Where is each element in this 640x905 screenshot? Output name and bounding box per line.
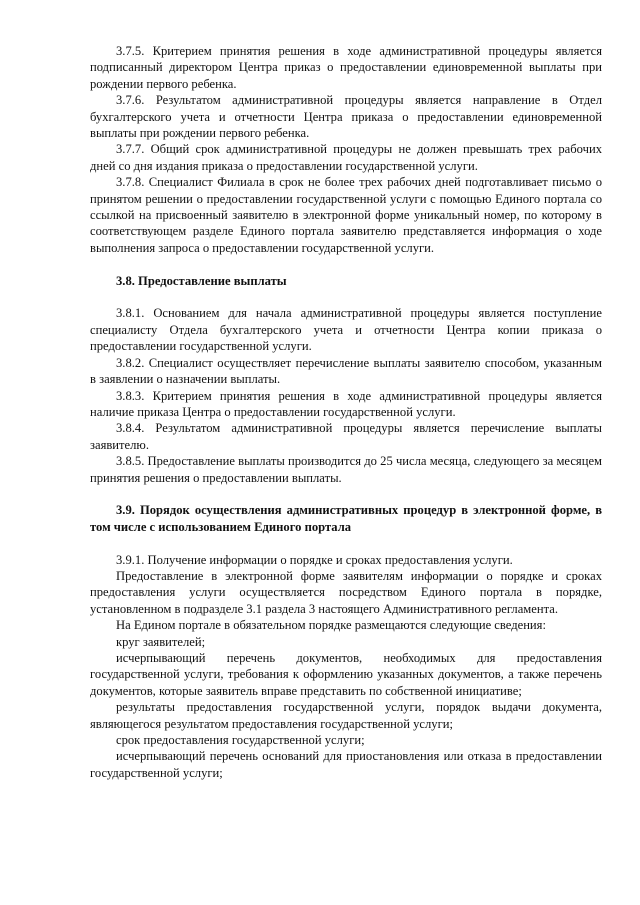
paragraph-3-8-5: 3.8.5. Предоставление выплаты производится до 25 числа месяца, следующего за месяцем принятия решения о предоставлении выплаты. [90,454,602,485]
paragraph-3-9-1-portal: На Едином портале в обязательном порядке размещаются следующие сведения: [116,618,546,633]
spacer [90,535,602,551]
list-item: исчерпывающий перечень документов, необходимых для предоставления государственной услуги, требования к оформлению указанных документов, а также перечень документов, которые заявитель вправе представить по собственной инициативе; [90,650,602,698]
section-heading-3-9: 3.9. Порядок осуществления административных процедур в электронной форме, в том числе с использованием Единого портала [90,503,602,534]
paragraph-3-9-1: 3.9.1. Получение информации о порядке и сроках предоставления услуги. [116,552,513,567]
paragraph-3-8-4: 3.8.4. Результатом административной процедуры является перечисление выплаты заявителю. [90,421,602,452]
paragraph-3-7-8: 3.7.8. Специалист Филиала в срок не более трех рабочих дней подготавливает письмо о принятом решении о предоставлении государственной услуги с помощью Единого портала со ссылкой на присвоенный заявителю в электронной форме уникальный номер, по которому в соответствующем разделе Единого портала заявителю представляется информация о ходе выполнения запроса о предоставлении государственной услуги. [90,175,602,255]
paragraph-3-8-2: 3.8.2. Специалист осуществляет перечисление выплаты заявителю способом, указанным в заявлении о назначении выплаты. [90,355,602,387]
spacer [90,256,602,272]
paragraph-3-7-6: 3.7.6. Результатом административной процедуры является направление в Отдел бухгалтерского учета и отчетности Центра приказа о предоставлении единовременной выплаты при рождении первого ребенка. [90,93,602,141]
section-heading-3-8: 3.8. Предоставление выплаты [116,273,287,288]
spacer [90,486,602,502]
paragraph-3-8-1: 3.8.1. Основанием для начала административной процедуры является поступление специалисту Отдела бухгалтерского учета и отчетности Центра копии приказа о предоставлении государственной услуги. [90,306,602,354]
paragraph-3-9-1-info: Предоставление в электронной форме заявителям информации о порядке и сроках предоставления услуги осуществляется посредством Единого портала в порядке, установленном в подразделе 3.1 раздела 3 настоящего Административного регламента. [90,568,602,616]
document-body [90,43,602,781]
paragraph-3-8-3: 3.8.3. Критерием принятия решения в ходе административной процедуры является наличие приказа Центра о предоставлении государственной услуги. [90,388,602,419]
list-item: срок предоставления государственной услуги; [116,733,365,747]
list-item: результаты предоставления государственной услуги, порядок выдачи документа, являющегося результатом предоставления государственной услуги; [90,700,602,731]
list-item: исчерпывающий перечень оснований для приостановления или отказа в предоставлении государственной услуги; [90,749,602,780]
paragraph-3-7-7: 3.7.7. Общий срок административной процедуры не должен превышать трех рабочих дней со дня издания приказа о предоставлении государственной услуги. [90,142,602,173]
spacer [90,289,602,305]
list-item: круг заявителей; [116,634,206,649]
paragraph-3-7-5: 3.7.5. Критерием принятия решения в ходе административной процедуры является подписанный директором Центра приказ о предоставлении единовременной выплаты при рождении первого ребенка. [90,44,602,91]
